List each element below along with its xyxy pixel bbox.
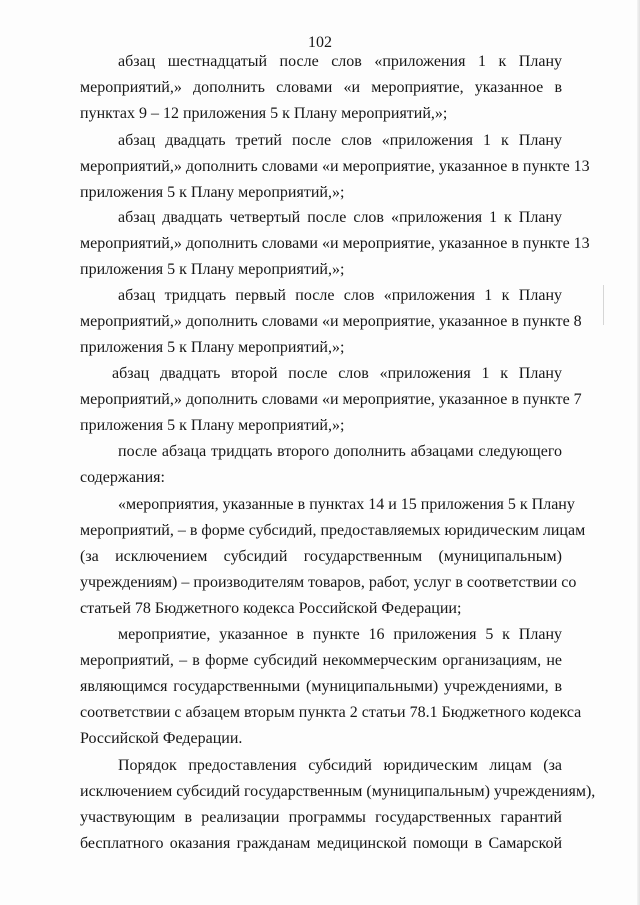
text-line: мероприятий, – в форме субсидий некоммерческим организациям, не (80, 652, 562, 669)
text-line: абзац двадцать третий после слов «приложения 1 к Плану (118, 132, 562, 149)
text-line: приложения 5 к Плану мероприятий,»; (80, 184, 345, 201)
page-number: 102 (308, 34, 332, 51)
text-line: участвующим в реализации программы государственных гарантий (80, 809, 562, 826)
text-line: мероприятий,» дополнить словами «и мероприятие, указанное в пункте 13 (80, 158, 590, 175)
text-line: мероприятий,» дополнить словами «и мероприятие, указанное в пункте 7 (80, 391, 582, 408)
text-line: абзац тридцать первый после слов «приложения 1 к Плану (118, 287, 562, 304)
text-line: абзац двадцать четвертый после слов «приложения 1 к Плану (118, 209, 562, 226)
text-line: являющимся государственными (муниципальными) учреждениями, в (80, 678, 562, 695)
text-line: «мероприятия, указанные в пунктах 14 и 15 приложения 5 к Плану (118, 496, 575, 513)
text-line: приложения 5 к Плану мероприятий,»; (80, 261, 345, 278)
text-line: приложения 5 к Плану мероприятий,»; (80, 339, 345, 356)
text-line: Порядок предоставления субсидий юридическим лицам (за (118, 757, 562, 774)
text-line: статьей 78 Бюджетного кодекса Российской Федерации; (80, 600, 462, 617)
text-line: мероприятий,» дополнить словами «и мероприятие, указанное в пункте 8 (80, 313, 582, 330)
scan-artifact (603, 285, 604, 325)
text-line: после абзаца тридцать второго дополнить абзацами следующего (118, 443, 562, 460)
text-line: учреждениям) – производителям товаров, работ, услуг в соответствии со (80, 574, 577, 591)
text-line: исключением субсидий государственным (муниципальным) учреждениям), (80, 783, 596, 800)
text-line: мероприятий, – в форме субсидий, предоставляемых юридическим лицам (80, 522, 586, 539)
text-line: (за исключением субсидий государственным (муниципальным) (80, 548, 562, 565)
text-line: бесплатного оказания гражданам медицинской помощи в Самарской (80, 835, 562, 852)
text-line: мероприятие, указанное в пункте 16 приложения 5 к Плану (118, 626, 562, 643)
text-line: абзац двадцать второй после слов «приложения 1 к Плану (112, 365, 562, 382)
text-line: содержания: (80, 469, 165, 486)
text-line: Российской Федерации. (80, 730, 243, 747)
text-line: соответствии с абзацем вторым пункта 2 статьи 78.1 Бюджетного кодекса (80, 704, 582, 721)
text-line: мероприятий,» дополнить словами «и мероприятие, указанное в пункте 13 (80, 235, 590, 252)
text-line: приложения 5 к Плану мероприятий,»; (80, 417, 345, 434)
text-line: пунктах 9 – 12 приложения 5 к Плану мероприятий,»; (80, 105, 448, 122)
text-line: мероприятий,» дополнить словами «и мероприятие, указанное в (80, 79, 562, 96)
text-line: абзац шестнадцатый после слов «приложения 1 к Плану (118, 53, 562, 70)
